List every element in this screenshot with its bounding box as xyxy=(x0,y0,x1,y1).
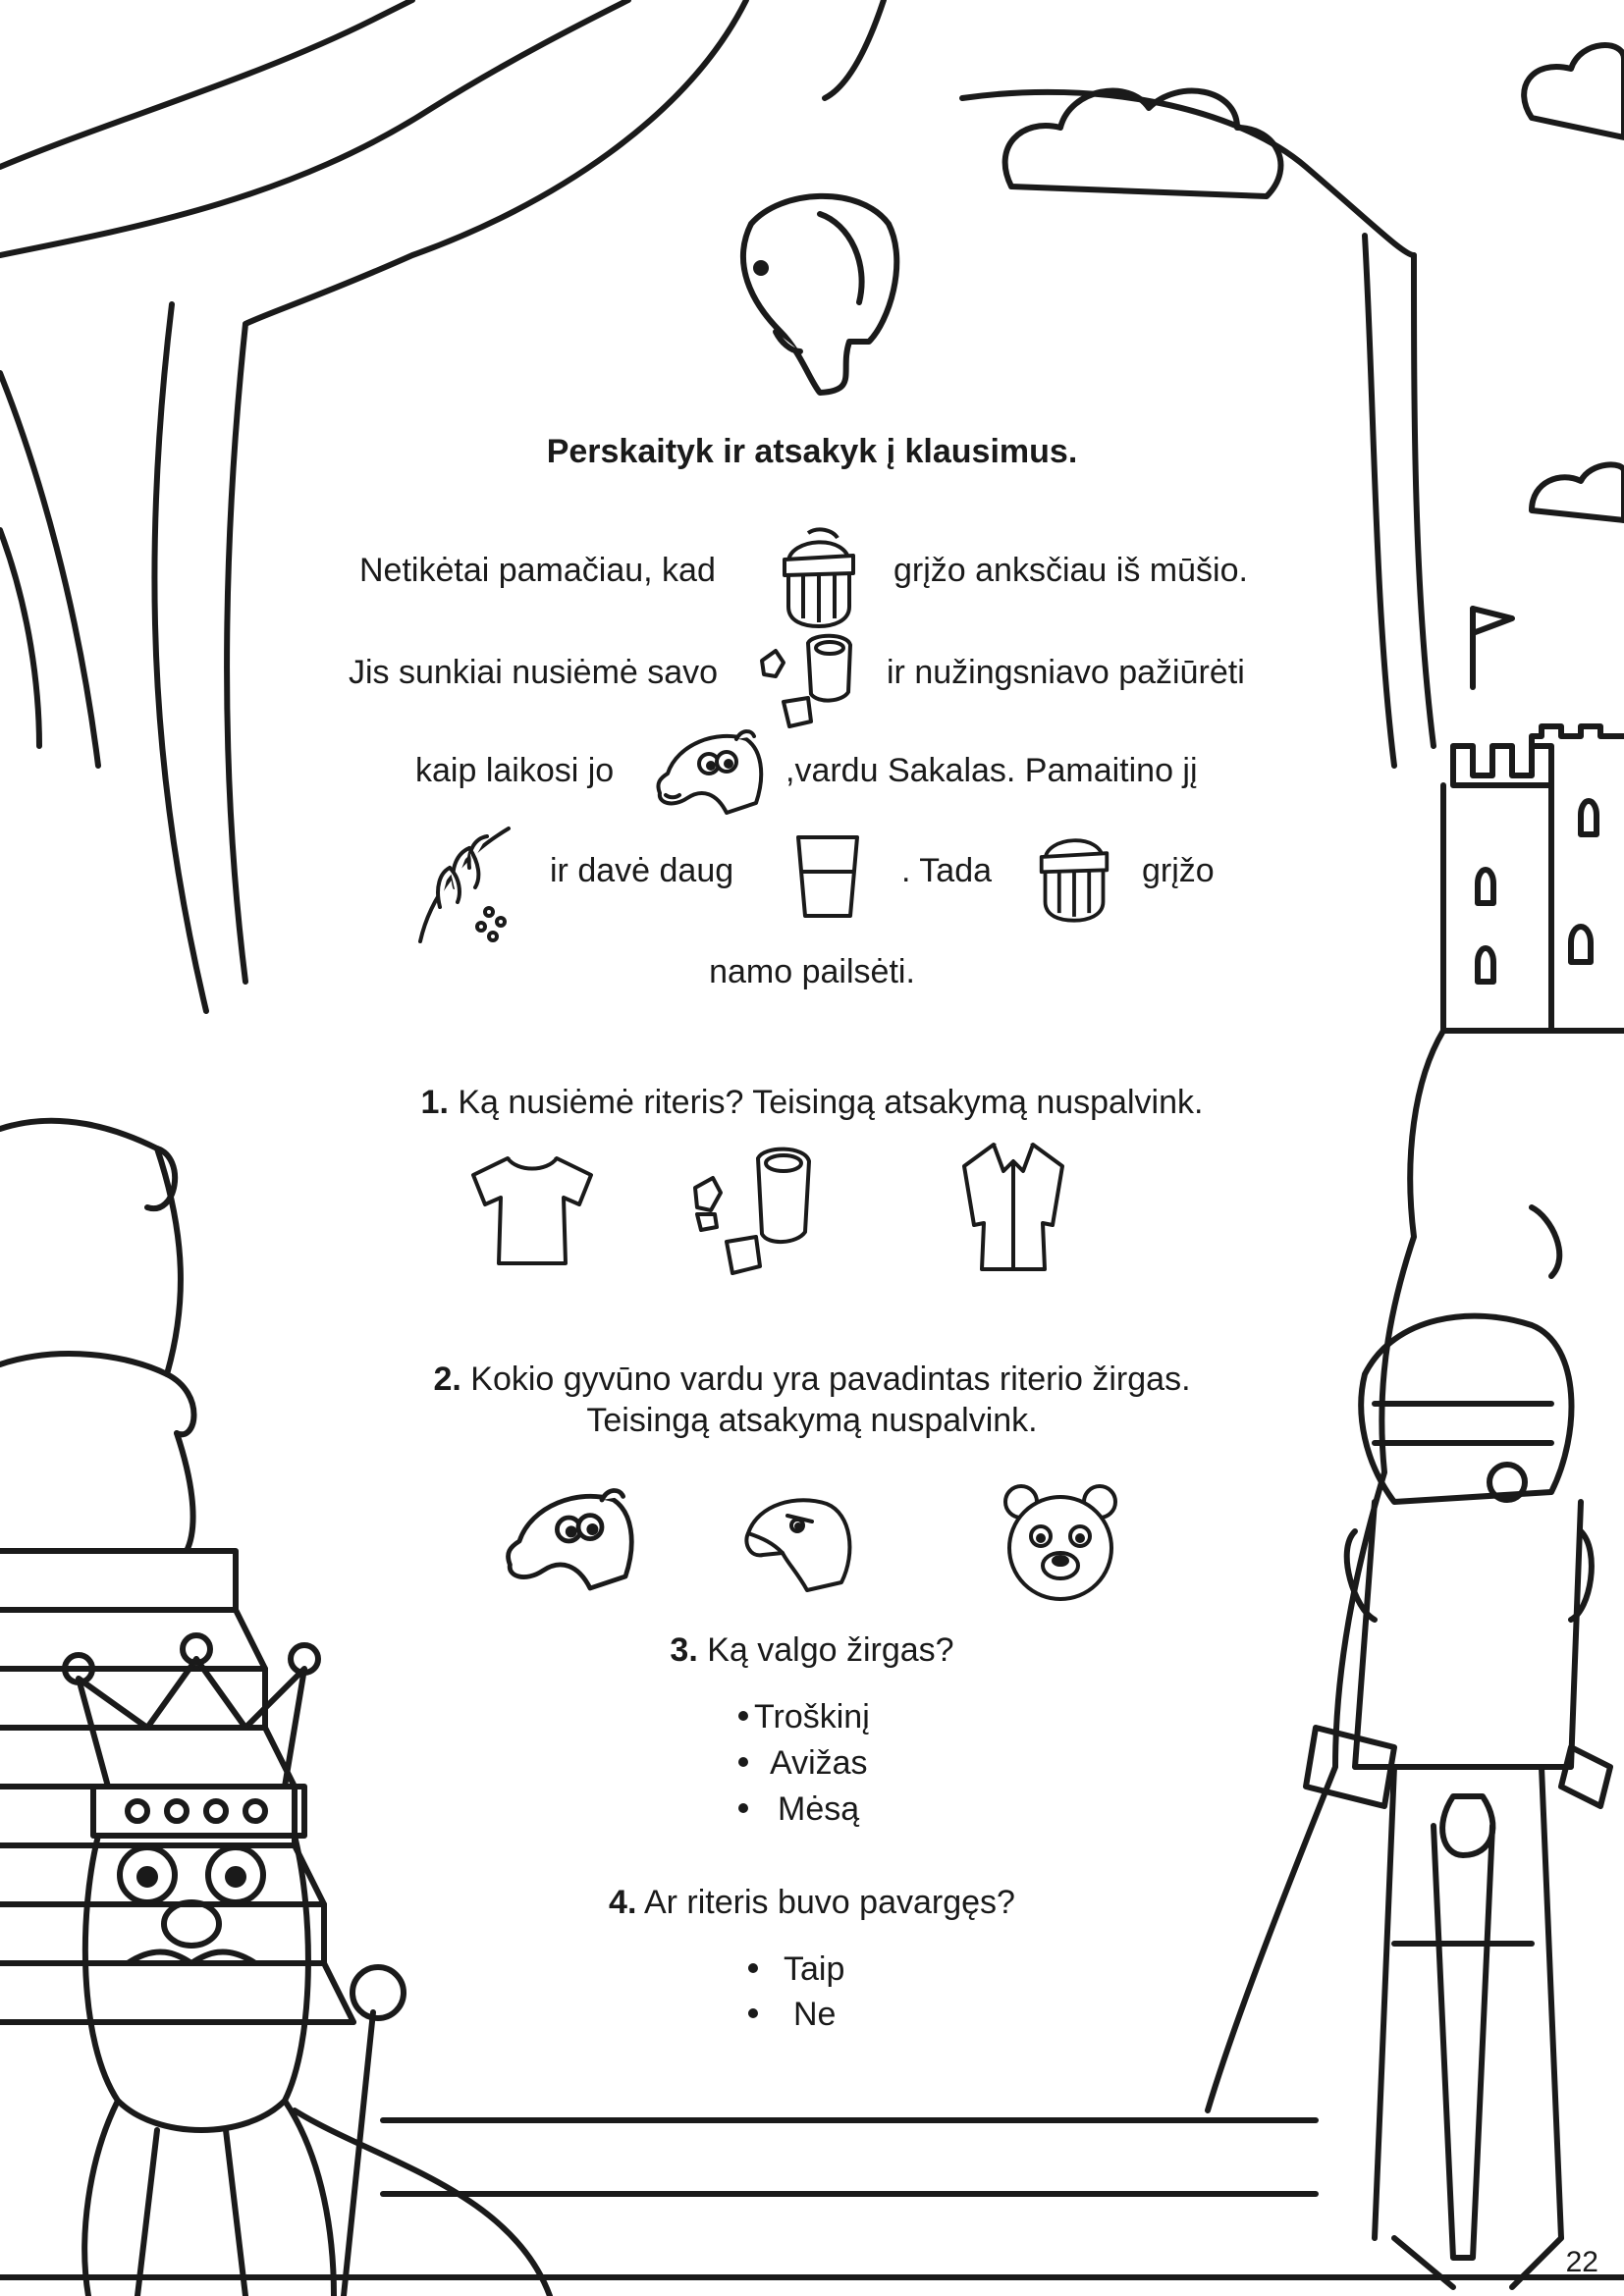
q4-option-1[interactable]: Taip xyxy=(748,1949,844,1989)
bullet-icon xyxy=(748,1963,758,1973)
question-3-number: 3. xyxy=(670,1631,698,1669)
bear-head-icon[interactable] xyxy=(997,1477,1124,1605)
q3-option-1[interactable]: Troškinį xyxy=(738,1697,870,1736)
water-glass-icon xyxy=(793,832,862,921)
question-1 xyxy=(0,1083,1624,1122)
story-line1-b: grįžo anksčiau iš mūšio. xyxy=(893,552,1248,589)
oats-icon xyxy=(410,819,518,946)
shirt-icon[interactable] xyxy=(954,1137,1072,1274)
armor-pieces-choice-icon[interactable] xyxy=(687,1144,825,1281)
story-line2-b: ir nužingsniavo pažiūrėti xyxy=(887,654,1245,691)
q3-option-2[interactable]: Avižas xyxy=(738,1743,868,1783)
question-1-text: Ką nusiėmė riteris? Teisingą atsakymą nuspalvink. xyxy=(458,1084,1204,1121)
story-line5: namo pailsėti. xyxy=(709,953,915,990)
question-4-text: Ar riteris buvo pavargęs? xyxy=(643,1884,1015,1921)
story-line2-a: Jis sunkiai nusiėmė savo xyxy=(349,654,719,691)
bullet-icon xyxy=(748,2008,758,2018)
question-1-number: 1. xyxy=(420,1084,449,1121)
question-4-number: 4. xyxy=(609,1884,637,1921)
bullet-icon xyxy=(738,1803,748,1813)
armor-pieces-icon xyxy=(754,633,867,731)
t-shirt-icon[interactable] xyxy=(463,1150,601,1268)
question-2-text-a: Kokio gyvūno vardu yra pavadintas riterio žirgas. xyxy=(470,1361,1191,1398)
knight-helmet-icon xyxy=(779,528,859,631)
question-2 xyxy=(0,1360,1624,1399)
q3-option-3[interactable]: Mėsą xyxy=(738,1789,859,1829)
story-line4-c: grįžo xyxy=(1142,852,1215,889)
bullet-icon xyxy=(738,1757,748,1767)
bullet-icon xyxy=(738,1711,748,1721)
cliff-illustration xyxy=(1208,1031,1559,2110)
knight-illustration xyxy=(1306,1316,1610,2287)
horse-head-choice-icon[interactable] xyxy=(496,1482,643,1600)
story-line3-b: ,vardu Sakalas. Pamaitino jį xyxy=(785,752,1198,789)
story-line3-a: kaip laikosi jo xyxy=(415,752,615,789)
question-2-number: 2. xyxy=(433,1361,461,1398)
page-number: 22 xyxy=(1565,2246,1598,2278)
knight-helmet-icon-2 xyxy=(1036,825,1112,928)
question-3-text: Ką valgo žirgas? xyxy=(707,1631,954,1669)
horse-head-icon xyxy=(648,724,771,823)
q4-option-2[interactable]: Ne xyxy=(748,1995,836,2034)
story-line1-a: Netikėtai pamačiau, kad xyxy=(359,552,716,589)
question-4 xyxy=(0,1883,1624,1922)
story-line4-a: ir davė daug xyxy=(550,852,734,889)
question-2-text-b: Teisingą atsakymą nuspalvink. xyxy=(586,1402,1038,1439)
story-line4-b: . Tada xyxy=(901,852,993,889)
instruction-title: Perskaityk ir atsakyk į klausimus. xyxy=(546,433,1078,470)
elephant-head-icon xyxy=(722,185,903,400)
eagle-head-icon[interactable] xyxy=(738,1484,861,1597)
question-3 xyxy=(0,1630,1624,1670)
